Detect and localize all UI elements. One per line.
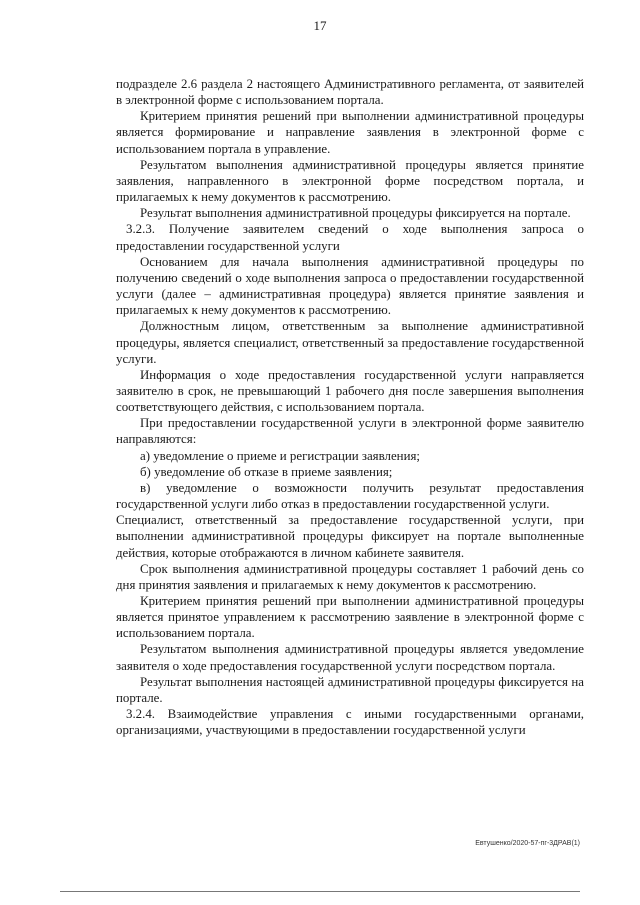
paragraph: Результат выполнения настоящей административной процедуры фиксируется на портале. [116,674,584,705]
list-item: в) уведомление о возможности получить результат предоставления государственной услуги либо отказ в предоставлении государственной услуги. [116,480,584,512]
section-heading: 3.2.4. Взаимодействие управления с иными государственными органами, организациями, участвующими в предоставлении государственной услуги [116,707,584,738]
paragraph: Результатом выполнения административной процедуры является уведомление заявителя о ходе предоставления государственной услуги посредством портала. [116,642,584,673]
section-heading: 3.2.3. Получение заявителем сведений о ходе выполнения запроса о предоставлении государственной услуги [116,222,584,253]
paragraph: Должностным лицом, ответственным за выполнение административной процедуры, является специалист, ответственный за предоставление государственной услуги. [116,319,584,366]
paragraph: Результат выполнения административной процедуры фиксируется на портале. [140,206,571,221]
document-body [116,76,584,738]
bottom-rule [60,891,580,892]
list-item: а) уведомление о приеме и регистрации заявления; [140,448,420,463]
paragraph: Основанием для начала выполнения административной процедуры по получению сведений о ходе выполнения запроса о предоставлении государственной услуги (далее – административная процедура) является принятие заявления и прилагаемых к нему документов к рассмотрению. [116,254,584,318]
paragraph: Критерием принятия решений при выполнении административной процедуры является формирование и направление заявления в электронной форме с использованием портала в управление. [116,109,584,156]
paragraph: Специалист, ответственный за предоставление государственной услуги, при выполнении административной процедуры фиксирует на портале выполненные действия, которые отображаются в личном кабинете заявителя. [116,513,584,560]
paragraph: Срок выполнения административной процедуры составляет 1 рабочий день со дня принятия заявления и прилагаемых к нему документов к рассмотрению. [116,561,584,592]
page-number: 17 [313,18,327,33]
document-code: Евтушенко/2020-57-пг-3ДРАВ(1) [475,840,580,847]
paragraph: Результатом выполнения административной процедуры является принятие заявления, направленного в электронной форме посредством портала, и прилагаемых к нему документов к рассмотрению. [116,157,584,205]
list-item: б) уведомление об отказе в приеме заявления; [140,464,393,479]
paragraph: Критерием принятия решений при выполнении административной процедуры является принятое управлением к рассмотрению заявление в электронной форме с использованием портала. [116,594,584,641]
paragraph: подразделе 2.6 раздела 2 настоящего Административного регламента, от заявителей в электронной форме с использованием портала. [116,77,584,108]
paragraph: Информация о ходе предоставления государственной услуги направляется заявителю в срок, не превышающий 1 рабочего дня после завершения выполнения соответствующего действия, с использованием портала. [116,367,584,415]
paragraph: При предоставлении государственной услуги в электронной форме заявителю направляются: [116,416,584,447]
